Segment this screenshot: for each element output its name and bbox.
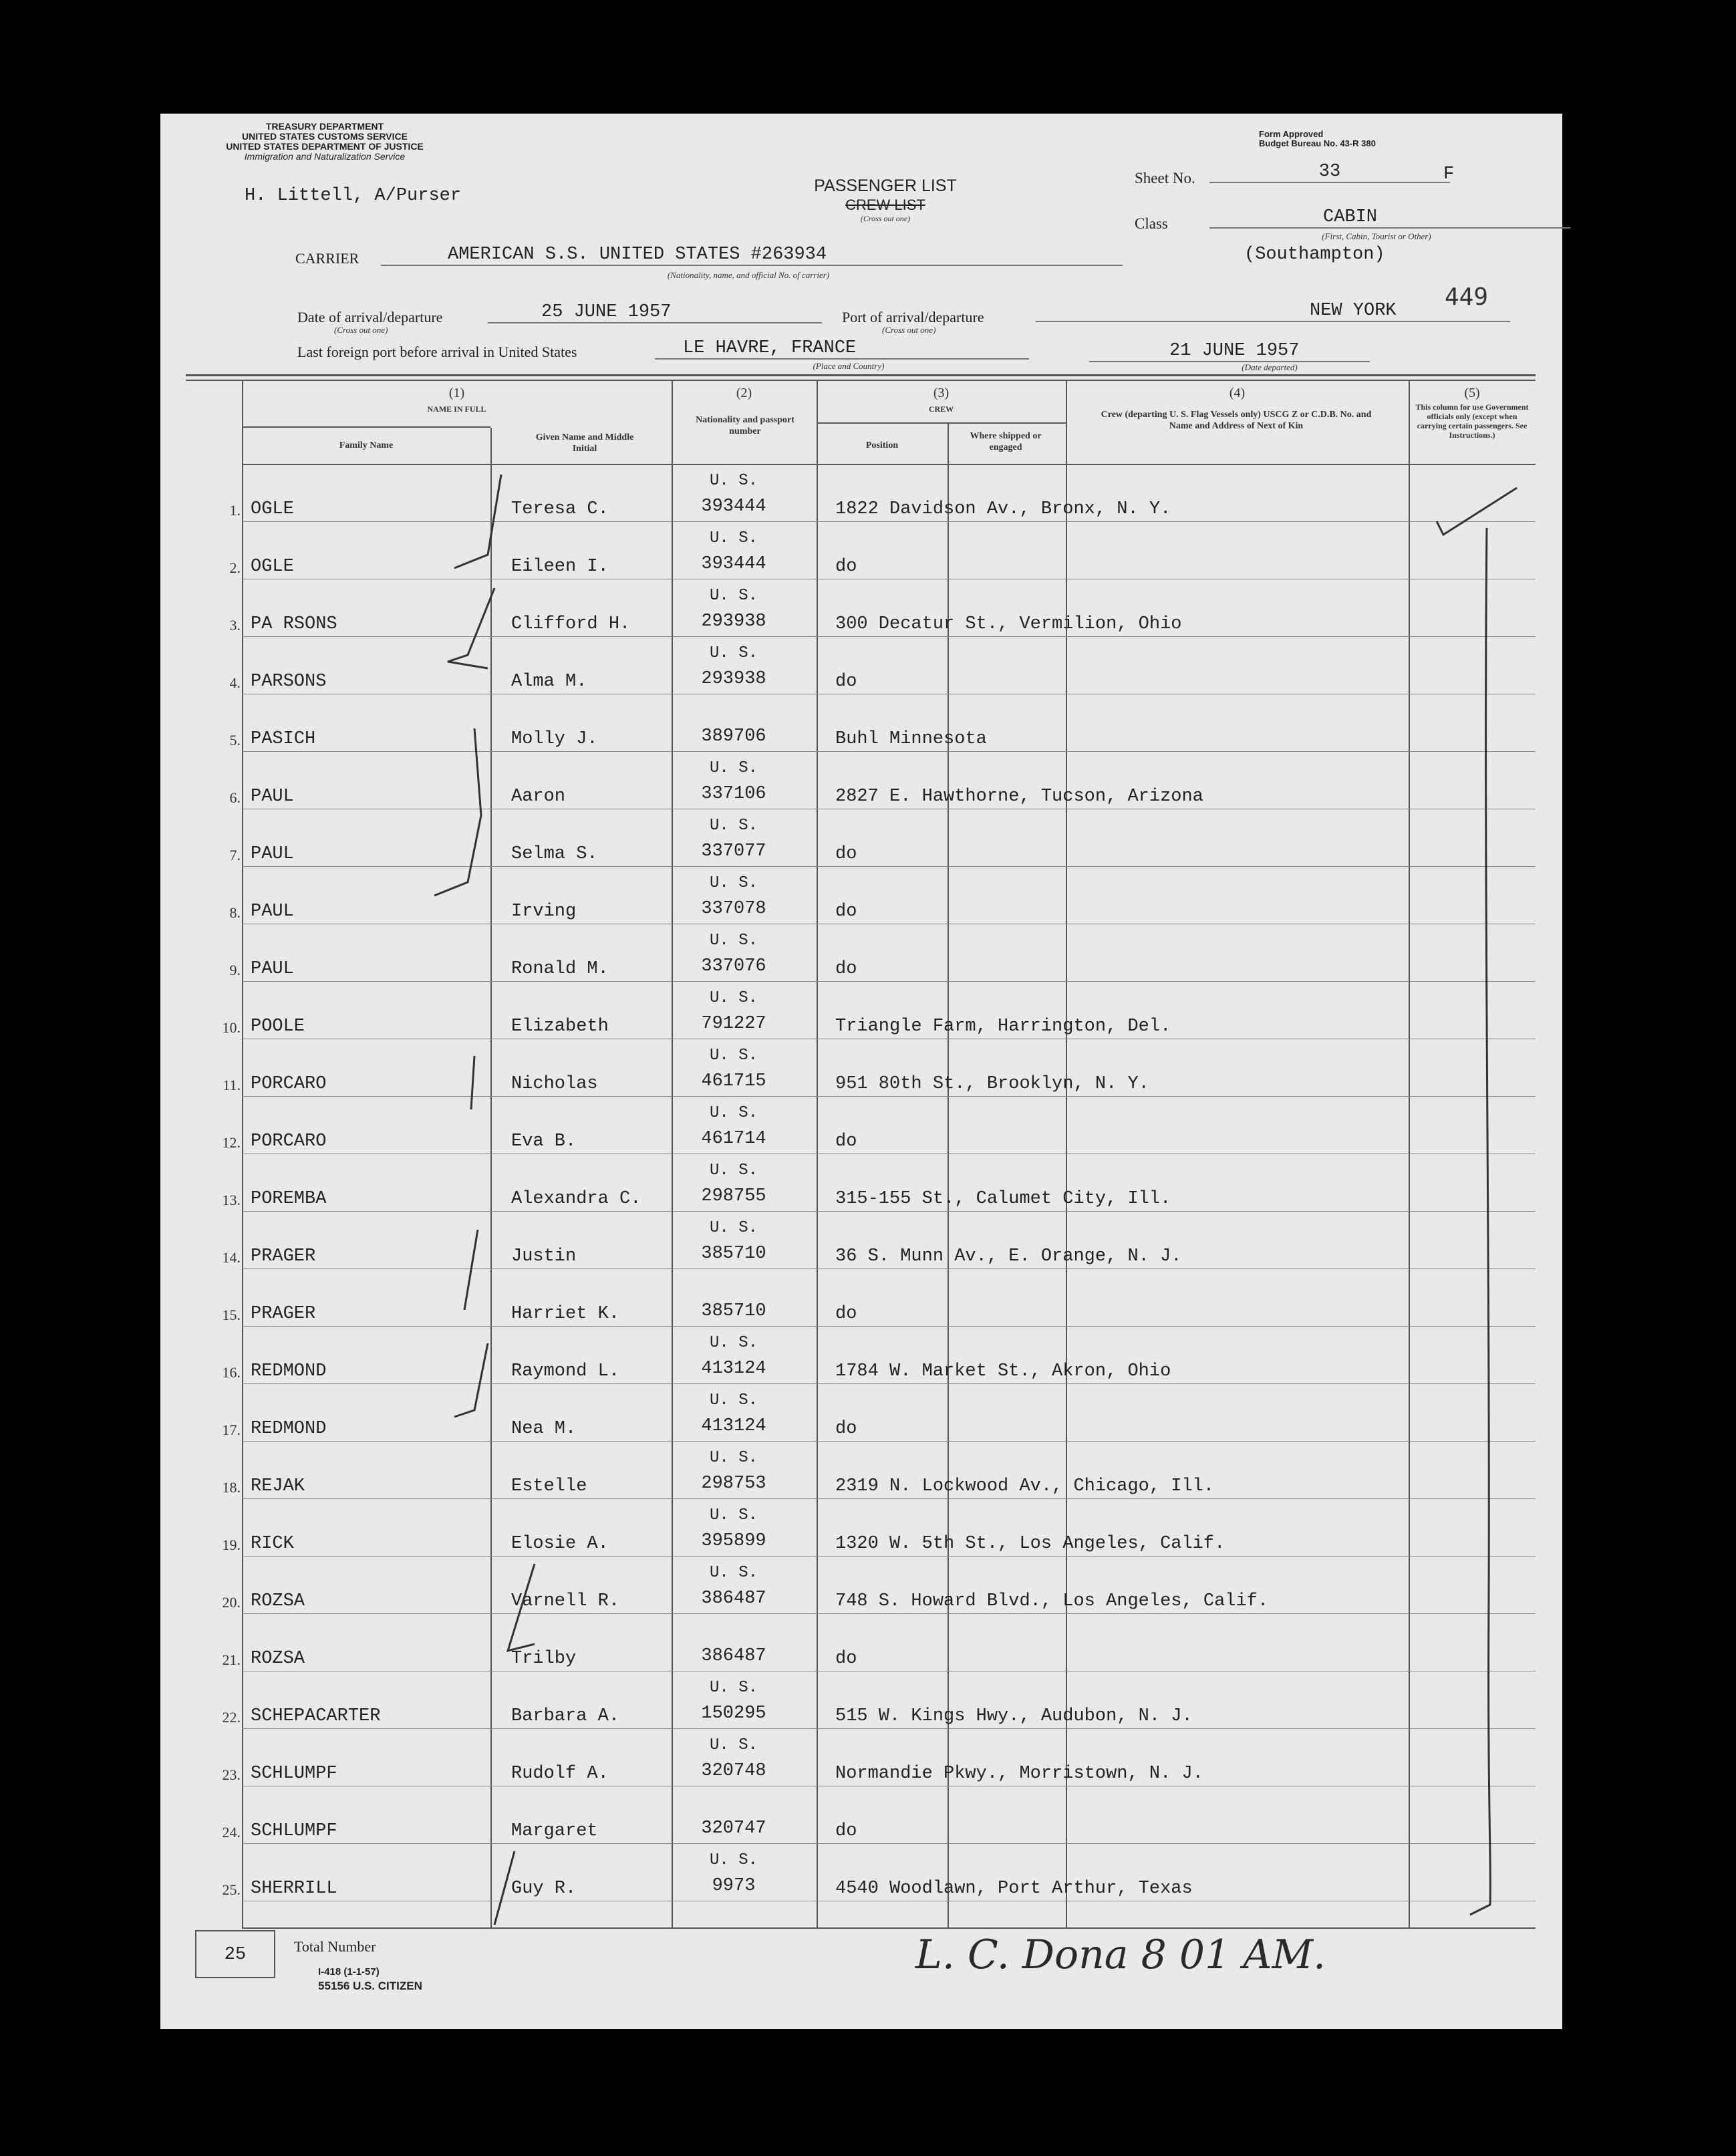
family-name-cell: ROZSA xyxy=(251,1591,305,1611)
row-number: 13. xyxy=(222,1192,241,1208)
family-name-cell: PARSONS xyxy=(251,672,327,692)
given-name-cell: Rudolf A. xyxy=(511,1764,609,1784)
class-label: Class xyxy=(1135,215,1168,232)
nationality-cell: U. S. xyxy=(709,1047,758,1065)
given-name-cell: Varnell R. xyxy=(511,1591,620,1611)
row-number: 11. xyxy=(223,1077,241,1093)
given-name-cell: Aaron xyxy=(511,787,566,807)
address-cell: 1822 Davidson Av., Bronx, N. Y. xyxy=(835,499,1171,519)
col4-title: Crew (departing U. S. Flag Vessels only) USCG Z or C.D.B. No. and Name and Address of Next of Kin xyxy=(1101,410,1372,431)
port-value: NEW YORK xyxy=(1036,301,1510,322)
family-name-cell: OGLE xyxy=(251,499,294,519)
row-number: 16. xyxy=(222,1364,241,1381)
citizen-note: 55156 U.S. CITIZEN xyxy=(318,1980,422,1992)
passport-number-cell: 298755 xyxy=(701,1186,766,1206)
passport-number-cell: 395899 xyxy=(701,1531,766,1551)
family-name-cell: REDMOND xyxy=(251,1361,327,1381)
address-cell: Normandie Pkwy., Morristown, N. J. xyxy=(835,1764,1203,1784)
family-name-cell: POOLE xyxy=(251,1017,305,1037)
family-name-cell: PORCARO xyxy=(251,1074,327,1094)
agency-line: UNITED STATES CUSTOMS SERVICE xyxy=(242,131,408,142)
col1-title: NAME IN FULL xyxy=(427,404,486,414)
row-number: 17. xyxy=(222,1422,241,1438)
nationality-cell: U. S. xyxy=(709,1679,758,1697)
passport-number-cell: 320748 xyxy=(701,1761,766,1781)
row-number: 20. xyxy=(222,1594,241,1611)
given-name-cell: Alma M. xyxy=(511,672,587,692)
address-cell: 951 80th St., Brooklyn, N. Y. xyxy=(835,1074,1149,1094)
table-row xyxy=(160,1154,1562,1212)
given-name-cell: Eileen I. xyxy=(511,557,609,577)
nationality-cell: U. S. xyxy=(709,1736,758,1754)
address-cell: Buhl Minnesota xyxy=(835,729,987,749)
nationality-cell: U. S. xyxy=(709,1219,758,1237)
address-cell: 300 Decatur St., Vermilion, Ohio xyxy=(835,614,1182,634)
table-row xyxy=(160,924,1562,982)
family-name-cell: PASICH xyxy=(251,729,316,749)
passport-number-cell: 386487 xyxy=(701,1646,766,1666)
table-row xyxy=(160,1844,1562,1901)
row-number: 12. xyxy=(222,1134,241,1151)
passport-number-cell: 393444 xyxy=(701,497,766,517)
table-row xyxy=(160,1557,1562,1614)
given-name-cell: Harriet K. xyxy=(511,1304,620,1324)
table-row xyxy=(160,1729,1562,1786)
given-name-cell: Guy R. xyxy=(511,1879,577,1899)
subheader-rule xyxy=(242,426,490,428)
address-cell: 36 S. Munn Av., E. Orange, N. J. xyxy=(835,1246,1182,1266)
col3-number: (3) xyxy=(933,386,950,400)
address-cell: do xyxy=(835,959,857,979)
table-row xyxy=(160,637,1562,694)
family-name-cell: OGLE xyxy=(251,557,294,577)
address-cell: do xyxy=(835,1419,857,1439)
passport-number-cell: 298753 xyxy=(701,1474,766,1494)
passport-number-cell: 337078 xyxy=(701,899,766,919)
given-name-cell: Trilby xyxy=(511,1649,577,1669)
passport-number-cell: 393444 xyxy=(701,554,766,574)
address-cell: do xyxy=(835,844,857,864)
table-row xyxy=(160,1269,1562,1327)
row-number: 22. xyxy=(222,1709,241,1726)
given-name-cell: Justin xyxy=(511,1246,577,1266)
grouping-marks xyxy=(428,454,561,1958)
address-cell: do xyxy=(835,557,857,577)
nationality-cell: U. S. xyxy=(709,759,758,777)
given-name-cell: Teresa C. xyxy=(511,499,609,519)
nationality-cell: U. S. xyxy=(709,1564,758,1582)
table-row xyxy=(160,464,1562,522)
row-number: 6. xyxy=(229,789,241,806)
nationality-cell: U. S. xyxy=(709,644,758,662)
passport-number-cell: 461714 xyxy=(701,1129,766,1149)
form-id: I-418 (1-1-57) xyxy=(318,1966,380,1978)
given-name-cell: Nicholas xyxy=(511,1074,598,1094)
table-row xyxy=(160,1097,1562,1154)
passport-number-cell: 389706 xyxy=(701,726,766,747)
last-port-value: LE HAVRE, FRANCE xyxy=(655,338,1029,360)
col1-family-header: Family Name xyxy=(339,440,394,450)
nationality-cell: U. S. xyxy=(709,1334,758,1352)
col3-position-header: Position xyxy=(865,440,899,450)
agency-block xyxy=(204,122,445,162)
col1-number: (1) xyxy=(448,386,465,400)
row-number: 5. xyxy=(229,732,241,749)
purser-name: H. Littell, A/Purser xyxy=(245,186,462,206)
passport-number-cell: 385710 xyxy=(701,1301,766,1321)
passport-number-cell: 9973 xyxy=(712,1876,756,1896)
sheet-number: 33 xyxy=(1209,162,1450,183)
table-row xyxy=(160,809,1562,867)
row-number: 14. xyxy=(222,1249,241,1266)
nationality-cell: U. S. xyxy=(709,1391,758,1409)
departed-caption: (Date departed) xyxy=(1242,362,1298,372)
nationality-cell: U. S. xyxy=(709,817,758,835)
passport-number-cell: 461715 xyxy=(701,1071,766,1091)
last-port-caption: (Place and Country) xyxy=(813,361,885,371)
table-row xyxy=(160,694,1562,752)
class-caption: (First, Cabin, Tourist or Other) xyxy=(1322,231,1431,241)
passport-number-cell: 385710 xyxy=(701,1244,766,1264)
date-label: Date of arrival/departure xyxy=(297,309,443,325)
family-name-cell: SHERRILL xyxy=(251,1879,337,1899)
total-number-label: Total Number xyxy=(294,1938,376,1955)
address-cell: do xyxy=(835,902,857,922)
table-row xyxy=(160,522,1562,579)
nationality-cell: U. S. xyxy=(709,1104,758,1122)
port-label: Port of arrival/departure xyxy=(842,309,984,325)
address-cell: 4540 Woodlawn, Port Arthur, Texas xyxy=(835,1879,1193,1899)
agency-line: Immigration and Naturalization Service xyxy=(244,151,406,162)
agency-line: UNITED STATES DEPARTMENT OF JUSTICE xyxy=(226,141,424,152)
address-cell: 748 S. Howard Blvd., Los Angeles, Calif. xyxy=(835,1591,1269,1611)
address-cell: do xyxy=(835,1304,857,1324)
row-number: 10. xyxy=(222,1019,241,1036)
nationality-cell: U. S. xyxy=(709,989,758,1007)
table-row xyxy=(160,1786,1562,1844)
given-name-cell: Nea M. xyxy=(511,1419,577,1439)
departed-value: 21 JUNE 1957 xyxy=(1089,341,1370,362)
table-row xyxy=(160,1039,1562,1097)
nationality-cell: U. S. xyxy=(709,932,758,950)
family-name-cell: RICK xyxy=(251,1534,294,1554)
total-number-box: 25 xyxy=(195,1930,275,1978)
table-row xyxy=(160,579,1562,637)
family-name-cell: REDMOND xyxy=(251,1419,327,1439)
signature: L. C. Dona 8 01 AM. xyxy=(915,1931,1326,1978)
table-top-rule xyxy=(186,374,1536,376)
passport-number-cell: 413124 xyxy=(701,1359,766,1379)
form-title: PASSENGER LIST xyxy=(814,176,957,195)
nationality-cell: U. S. xyxy=(709,587,758,605)
given-name-cell: Eva B. xyxy=(511,1131,577,1152)
address-cell: do xyxy=(835,672,857,692)
class-value: CABIN xyxy=(1209,207,1570,229)
table-row xyxy=(160,1614,1562,1671)
table-row xyxy=(160,1384,1562,1442)
carrier-value: AMERICAN S.S. UNITED STATES #263934 xyxy=(381,245,1123,266)
table-row xyxy=(160,1499,1562,1557)
passport-number-cell: 320747 xyxy=(701,1818,766,1839)
row-number: 21. xyxy=(222,1651,241,1668)
col5-title: This column for use Government officials only (except when carrying certain passengers. See Instructions.) xyxy=(1415,402,1529,440)
col3-title: CREW xyxy=(928,404,954,414)
passport-number-cell: 413124 xyxy=(701,1416,766,1436)
row-number: 7. xyxy=(229,847,241,863)
family-name-cell: SCHLUMPF xyxy=(251,1821,337,1841)
check-column-mark xyxy=(1417,461,1550,1945)
passport-number-cell: 386487 xyxy=(701,1589,766,1609)
passport-number-cell: 293938 xyxy=(701,669,766,689)
address-cell: 2827 E. Hawthorne, Tucson, Arizona xyxy=(835,787,1203,807)
nationality-cell: U. S. xyxy=(709,874,758,892)
col2-title: Nationality and passport number xyxy=(696,415,794,436)
given-name-cell: Elizabeth xyxy=(511,1017,609,1037)
given-name-cell: Irving xyxy=(511,902,577,922)
given-name-cell: Estelle xyxy=(511,1476,587,1496)
sheet-label: Sheet No. xyxy=(1135,170,1195,186)
last-port-label: Last foreign port before arrival in United States xyxy=(297,344,577,360)
nationality-cell: U. S. xyxy=(709,1162,758,1180)
family-name-cell: REJAK xyxy=(251,1476,305,1496)
family-name-cell: PRAGER xyxy=(251,1304,316,1324)
table-row xyxy=(160,752,1562,809)
family-name-cell: ROZSA xyxy=(251,1649,305,1669)
table-row xyxy=(160,1671,1562,1729)
passport-number-cell: 293938 xyxy=(701,612,766,632)
title-caption: (Cross out one) xyxy=(860,214,911,223)
family-name-cell: PRAGER xyxy=(251,1246,316,1266)
date-caption: (Cross out one) xyxy=(334,325,388,335)
row-number: 23. xyxy=(222,1766,241,1783)
page-stamp-number: 449 xyxy=(1445,283,1489,311)
address-cell: 315-155 St., Calumet City, Ill. xyxy=(835,1189,1171,1209)
nationality-cell: U. S. xyxy=(709,1851,758,1869)
given-name-cell: Barbara A. xyxy=(511,1706,620,1726)
address-cell: 1320 W. 5th St., Los Angeles, Calif. xyxy=(835,1534,1225,1554)
form-approval xyxy=(1259,130,1376,148)
family-name-cell: SCHLUMPF xyxy=(251,1764,337,1784)
family-name-cell: PAUL xyxy=(251,959,294,979)
row-number: 15. xyxy=(222,1307,241,1323)
address-cell: do xyxy=(835,1821,857,1841)
col2-number: (2) xyxy=(736,386,752,400)
nationality-cell: U. S. xyxy=(709,472,758,490)
family-name-cell: PORCARO xyxy=(251,1131,327,1152)
class-note: (Southampton) xyxy=(1244,245,1385,265)
carrier-label: CARRIER xyxy=(295,250,359,267)
table-row xyxy=(160,1442,1562,1499)
address-cell: do xyxy=(835,1131,857,1152)
subheader-rule xyxy=(817,422,1066,424)
passenger-list-document xyxy=(160,114,1562,2029)
nationality-cell: U. S. xyxy=(709,1449,758,1467)
row-number: 4. xyxy=(229,674,241,691)
row-number: 1. xyxy=(229,502,241,519)
family-name-cell: PAUL xyxy=(251,902,294,922)
col5-number: (5) xyxy=(1464,386,1480,400)
col4-number: (4) xyxy=(1229,386,1246,400)
table-row xyxy=(160,982,1562,1039)
passport-number-cell: 337077 xyxy=(701,841,766,861)
row-number: 9. xyxy=(229,962,241,978)
sheet-suffix: F xyxy=(1443,164,1455,184)
family-name-cell: PAUL xyxy=(251,844,294,864)
budget-bureau-text: Budget Bureau No. 43-R 380 xyxy=(1259,138,1376,148)
passport-number-cell: 150295 xyxy=(701,1704,766,1724)
row-number: 2. xyxy=(229,559,241,576)
address-cell: 1784 W. Market St., Akron, Ohio xyxy=(835,1361,1171,1381)
passport-number-cell: 337076 xyxy=(701,956,766,976)
row-number: 25. xyxy=(222,1881,241,1898)
row-number: 19. xyxy=(222,1536,241,1553)
given-name-cell: Molly J. xyxy=(511,729,598,749)
row-number: 3. xyxy=(229,617,241,634)
family-name-cell: PA RSONS xyxy=(251,614,337,634)
port-caption: (Cross out one) xyxy=(882,325,936,335)
table-row xyxy=(160,1212,1562,1269)
address-cell: 2319 N. Lockwood Av., Chicago, Ill. xyxy=(835,1476,1215,1496)
given-name-cell: Selma S. xyxy=(511,844,598,864)
given-name-cell: Alexandra C. xyxy=(511,1189,641,1209)
agency-line: TREASURY DEPARTMENT xyxy=(265,121,384,132)
given-name-cell: Clifford H. xyxy=(511,614,631,634)
given-name-cell: Elosie A. xyxy=(511,1534,609,1554)
family-name-cell: PAUL xyxy=(251,787,294,807)
form-approved-text: Form Approved xyxy=(1259,129,1324,139)
date-value: 25 JUNE 1957 xyxy=(488,302,822,323)
family-name-cell: SCHEPACARTER xyxy=(251,1706,381,1726)
given-name-cell: Ronald M. xyxy=(511,959,609,979)
table-row xyxy=(160,867,1562,924)
family-name-cell: POREMBA xyxy=(251,1189,327,1209)
row-number: 24. xyxy=(222,1824,241,1841)
address-cell: 515 W. Kings Hwy., Audubon, N. J. xyxy=(835,1706,1193,1726)
passport-number-cell: 337106 xyxy=(701,784,766,804)
carrier-caption: (Nationality, name, and official No. of carrier) xyxy=(667,270,830,280)
table-top-rule-2 xyxy=(186,380,1536,381)
address-cell: do xyxy=(835,1649,857,1669)
row-number: 8. xyxy=(229,904,241,921)
table-row xyxy=(160,1327,1562,1384)
nationality-cell: U. S. xyxy=(709,529,758,547)
col3-where-header: Where shipped or engaged xyxy=(970,431,1042,452)
col1-given-header: Given Name and Middle Initial xyxy=(535,432,634,454)
nationality-cell: U. S. xyxy=(709,1506,758,1524)
passport-number-cell: 791227 xyxy=(701,1014,766,1034)
given-name-cell: Margaret xyxy=(511,1821,598,1841)
given-name-cell: Raymond L. xyxy=(511,1361,620,1381)
row-number: 18. xyxy=(222,1479,241,1496)
address-cell: Triangle Farm, Harrington, Del. xyxy=(835,1017,1171,1037)
form-title-struck: CREW LIST xyxy=(845,196,925,213)
